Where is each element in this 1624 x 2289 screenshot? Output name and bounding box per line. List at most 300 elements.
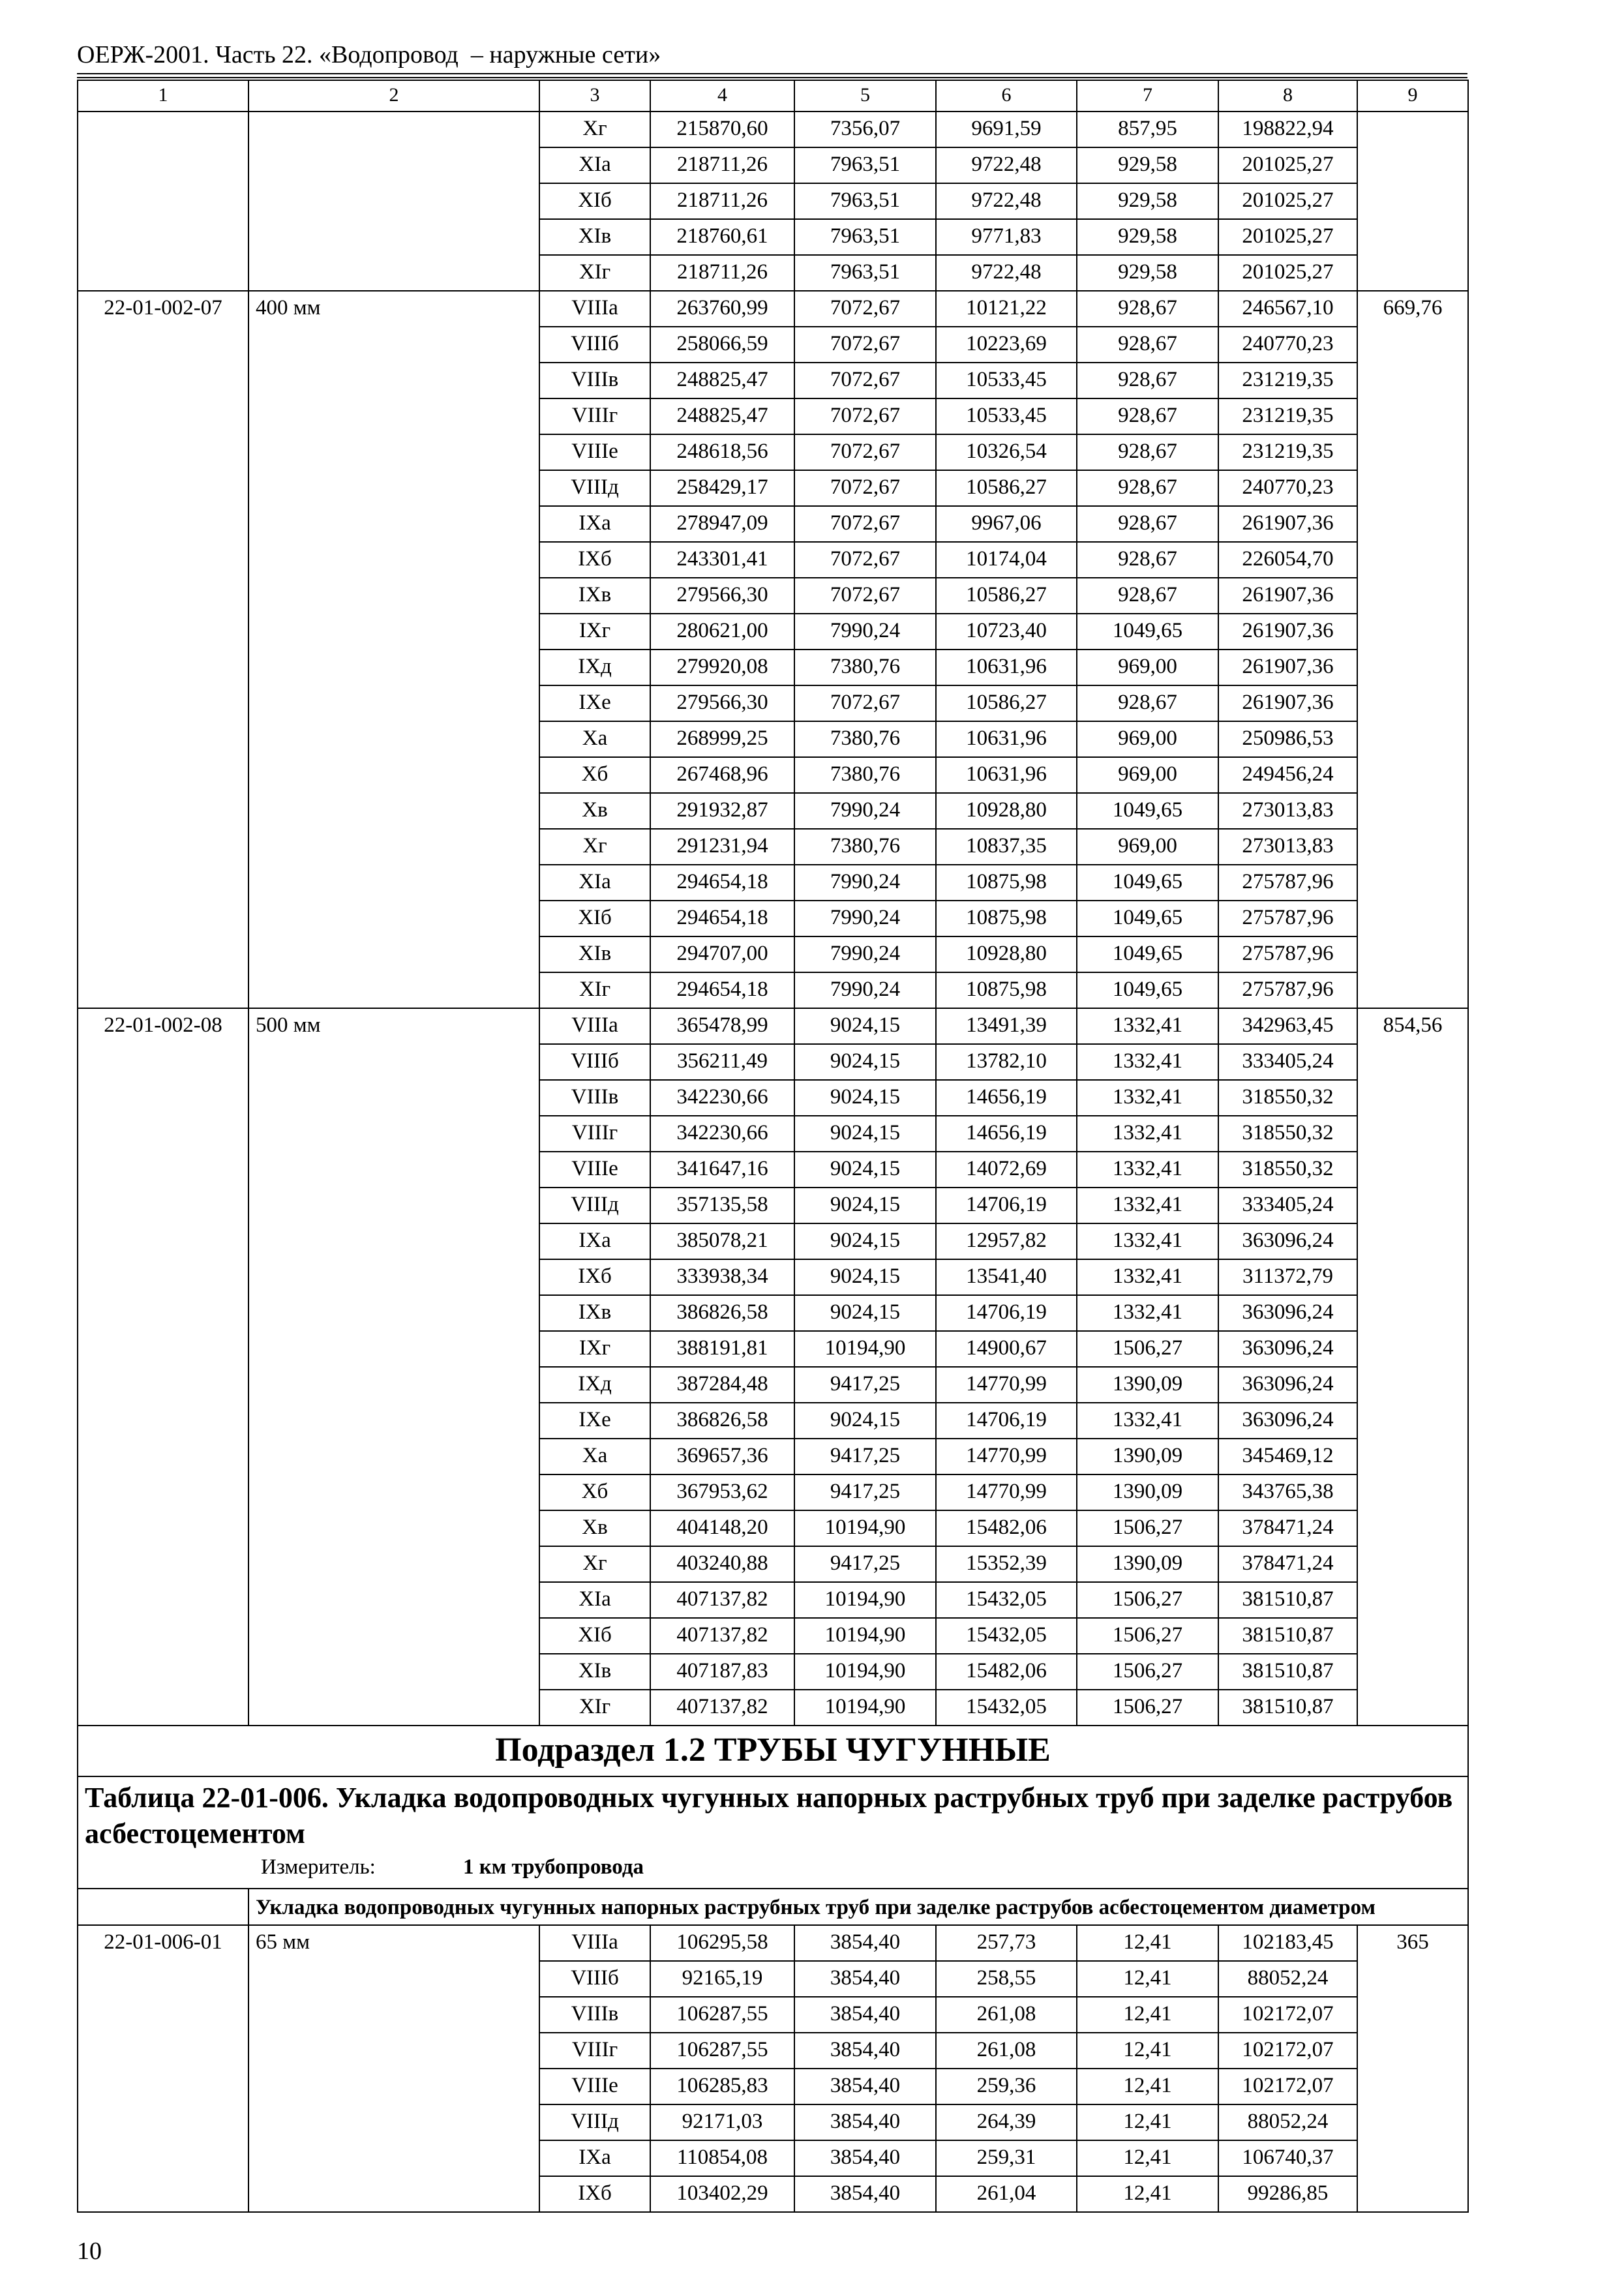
value-cell: 10586,27	[936, 685, 1077, 721]
value-cell: 363096,24	[1218, 1403, 1357, 1439]
rate-code: 22-01-002-07	[78, 291, 248, 1008]
zone-cell: IXа	[539, 1223, 650, 1259]
zone-cell: Xг	[539, 829, 650, 865]
value-cell: 257,73	[936, 1925, 1077, 1961]
value-cell: 261907,36	[1218, 506, 1357, 542]
value-cell: 333405,24	[1218, 1188, 1357, 1223]
value-cell: 259,31	[936, 2140, 1077, 2176]
table-title-cell	[78, 1776, 1468, 1889]
value-cell: 1332,41	[1077, 1188, 1218, 1223]
subsection-row	[78, 1726, 1468, 1776]
value-cell: 102172,07	[1218, 1997, 1357, 2033]
page-header: ОЕРЖ-2001. Часть 22. «Водопровод – наружные сети»	[77, 41, 661, 68]
zone-cell: XIв	[539, 1654, 650, 1690]
zone-cell: VIIIг	[539, 1116, 650, 1152]
value-cell: 201025,27	[1218, 219, 1357, 255]
zone-cell: IXг	[539, 614, 650, 650]
table-row	[78, 112, 1468, 147]
value-cell: 357135,58	[650, 1188, 794, 1223]
value-cell: 9024,15	[794, 1080, 936, 1116]
value-cell: 318550,32	[1218, 1080, 1357, 1116]
value-cell: 275787,96	[1218, 901, 1357, 936]
zone-cell: Xг	[539, 112, 650, 147]
value-cell: 280621,00	[650, 614, 794, 650]
value-cell: 13541,40	[936, 1259, 1077, 1295]
labor-cell: 365	[1357, 1925, 1468, 2212]
value-cell: 929,58	[1077, 183, 1218, 219]
rate-code	[78, 112, 248, 291]
zone-cell: XIв	[539, 219, 650, 255]
table-row	[78, 1925, 1468, 1961]
value-cell: 403240,88	[650, 1546, 794, 1582]
value-cell: 9417,25	[794, 1367, 936, 1403]
subsection-title: Подраздел 1.2 ТРУБЫ ЧУГУННЫЕ	[78, 1726, 1468, 1776]
zone-cell: VIIIе	[539, 1152, 650, 1188]
value-cell: 928,67	[1077, 291, 1218, 327]
value-cell: 248825,47	[650, 363, 794, 398]
column-number: 4	[650, 80, 794, 112]
rate-code: 22-01-006-01	[78, 1925, 248, 2212]
zone-cell: IXв	[539, 578, 650, 614]
value-cell: 369657,36	[650, 1439, 794, 1474]
column-number: 2	[248, 80, 539, 112]
value-cell: 928,67	[1077, 685, 1218, 721]
value-cell: 13782,10	[936, 1044, 1077, 1080]
value-cell: 102183,45	[1218, 1925, 1357, 1961]
value-cell: 9024,15	[794, 1403, 936, 1439]
value-cell: 7072,67	[794, 291, 936, 327]
value-cell: 14706,19	[936, 1188, 1077, 1223]
value-cell: 14706,19	[936, 1295, 1077, 1331]
value-cell: 407137,82	[650, 1618, 794, 1654]
zone-cell: IXа	[539, 2140, 650, 2176]
zone-cell: VIIIв	[539, 1080, 650, 1116]
value-cell: 381510,87	[1218, 1654, 1357, 1690]
value-cell: 261907,36	[1218, 578, 1357, 614]
value-cell: 263760,99	[650, 291, 794, 327]
value-cell: 279566,30	[650, 685, 794, 721]
value-cell: 928,67	[1077, 398, 1218, 434]
value-cell: 106287,55	[650, 2033, 794, 2069]
value-cell: 231219,35	[1218, 363, 1357, 398]
value-cell: 7072,67	[794, 542, 936, 578]
value-cell: 88052,24	[1218, 2104, 1357, 2140]
value-cell: 249456,24	[1218, 757, 1357, 793]
zone-cell: VIIIг	[539, 398, 650, 434]
value-cell: 1390,09	[1077, 1367, 1218, 1403]
zone-cell: VIIIа	[539, 291, 650, 327]
value-cell: 10928,80	[936, 793, 1077, 829]
value-cell: 3854,40	[794, 1997, 936, 2033]
value-cell: 7990,24	[794, 793, 936, 829]
value-cell: 261907,36	[1218, 614, 1357, 650]
value-cell: 7072,67	[794, 578, 936, 614]
value-cell: 342230,66	[650, 1116, 794, 1152]
value-cell: 969,00	[1077, 650, 1218, 685]
zone-cell: XIг	[539, 255, 650, 291]
value-cell: 9024,15	[794, 1152, 936, 1188]
value-cell: 201025,27	[1218, 255, 1357, 291]
value-cell: 386826,58	[650, 1295, 794, 1331]
value-cell: 258066,59	[650, 327, 794, 363]
value-cell: 1506,27	[1077, 1690, 1218, 1726]
value-cell: 7990,24	[794, 972, 936, 1008]
value-cell: 10875,98	[936, 972, 1077, 1008]
value-cell: 9967,06	[936, 506, 1077, 542]
value-cell: 9691,59	[936, 112, 1077, 147]
value-cell: 1049,65	[1077, 793, 1218, 829]
value-cell: 333938,34	[650, 1259, 794, 1295]
value-cell: 10194,90	[794, 1690, 936, 1726]
labor-cell: 854,56	[1357, 1008, 1468, 1726]
value-cell: 9417,25	[794, 1546, 936, 1582]
value-cell: 7963,51	[794, 219, 936, 255]
value-cell: 15352,39	[936, 1546, 1077, 1582]
value-cell: 342230,66	[650, 1080, 794, 1116]
value-cell: 1332,41	[1077, 1295, 1218, 1331]
value-cell: 378471,24	[1218, 1546, 1357, 1582]
value-cell: 14656,19	[936, 1080, 1077, 1116]
zone-cell: XIа	[539, 1582, 650, 1618]
zone-cell: IXг	[539, 1331, 650, 1367]
zone-cell: VIIIб	[539, 327, 650, 363]
column-numbers-row	[78, 80, 1468, 112]
zone-cell: Xв	[539, 1510, 650, 1546]
value-cell: 1049,65	[1077, 865, 1218, 901]
value-cell: 294654,18	[650, 901, 794, 936]
value-cell: 88052,24	[1218, 1961, 1357, 1997]
zone-cell: VIIIе	[539, 434, 650, 470]
value-cell: 198822,94	[1218, 112, 1357, 147]
value-cell: 365478,99	[650, 1008, 794, 1044]
value-cell: 7072,67	[794, 363, 936, 398]
value-cell: 407137,82	[650, 1582, 794, 1618]
rates-table	[77, 80, 1469, 2213]
zone-cell: VIIIа	[539, 1008, 650, 1044]
value-cell: 388191,81	[650, 1331, 794, 1367]
rate-code: 22-01-002-08	[78, 1008, 248, 1726]
value-cell: 12,41	[1077, 2140, 1218, 2176]
value-cell: 240770,23	[1218, 327, 1357, 363]
value-cell: 857,95	[1077, 112, 1218, 147]
rate-name: 65 мм	[248, 1925, 539, 2212]
value-cell: 291932,87	[650, 793, 794, 829]
value-cell: 9024,15	[794, 1223, 936, 1259]
value-cell: 10928,80	[936, 936, 1077, 972]
value-cell: 1049,65	[1077, 936, 1218, 972]
value-cell: 367953,62	[650, 1474, 794, 1510]
zone-cell: VIIIа	[539, 1925, 650, 1961]
value-cell: 318550,32	[1218, 1116, 1357, 1152]
value-cell: 311372,79	[1218, 1259, 1357, 1295]
value-cell: 14770,99	[936, 1439, 1077, 1474]
value-cell: 356211,49	[650, 1044, 794, 1080]
value-cell: 15432,05	[936, 1690, 1077, 1726]
value-cell: 273013,83	[1218, 829, 1357, 865]
value-cell: 279920,08	[650, 650, 794, 685]
value-cell: 928,67	[1077, 578, 1218, 614]
column-number: 8	[1218, 80, 1357, 112]
column-number: 3	[539, 80, 650, 112]
table-row	[78, 1008, 1468, 1044]
value-cell: 9771,83	[936, 219, 1077, 255]
value-cell: 1506,27	[1077, 1331, 1218, 1367]
zone-cell: Xа	[539, 721, 650, 757]
value-cell: 10875,98	[936, 901, 1077, 936]
value-cell: 267468,96	[650, 757, 794, 793]
value-cell: 226054,70	[1218, 542, 1357, 578]
value-cell: 10586,27	[936, 578, 1077, 614]
value-cell: 14900,67	[936, 1331, 1077, 1367]
value-cell: 110854,08	[650, 2140, 794, 2176]
zone-cell: VIIIб	[539, 1044, 650, 1080]
value-cell: 92165,19	[650, 1961, 794, 1997]
column-number: 5	[794, 80, 936, 112]
value-cell: 14656,19	[936, 1116, 1077, 1152]
value-cell: 275787,96	[1218, 936, 1357, 972]
column-number: 6	[936, 80, 1077, 112]
value-cell: 363096,24	[1218, 1223, 1357, 1259]
zone-cell: VIIIе	[539, 2069, 650, 2104]
value-cell: 10194,90	[794, 1510, 936, 1546]
value-cell: 10631,96	[936, 721, 1077, 757]
table-title: Таблица 22-01-006. Укладка водопроводных чугунных напорных раструбных труб при заделке раструбов асбестоцементом	[85, 1782, 1453, 1849]
value-cell: 248618,56	[650, 434, 794, 470]
value-cell: 14770,99	[936, 1474, 1077, 1510]
zone-cell: Xб	[539, 757, 650, 793]
value-cell: 1506,27	[1077, 1654, 1218, 1690]
value-cell: 201025,27	[1218, 183, 1357, 219]
column-number: 9	[1357, 80, 1468, 112]
value-cell: 1332,41	[1077, 1259, 1218, 1295]
value-cell: 10194,90	[794, 1331, 936, 1367]
zone-cell: Xа	[539, 1439, 650, 1474]
zone-cell: Xг	[539, 1546, 650, 1582]
value-cell: 261,08	[936, 2033, 1077, 2069]
value-cell: 248825,47	[650, 398, 794, 434]
value-cell: 279566,30	[650, 578, 794, 614]
value-cell: 363096,24	[1218, 1367, 1357, 1403]
header-rule	[77, 73, 1467, 78]
value-cell: 7990,24	[794, 614, 936, 650]
value-cell: 218711,26	[650, 255, 794, 291]
value-cell: 342963,45	[1218, 1008, 1357, 1044]
work-description-spacer	[78, 1889, 248, 1925]
value-cell: 99286,85	[1218, 2176, 1357, 2212]
value-cell: 7990,24	[794, 936, 936, 972]
value-cell: 1049,65	[1077, 614, 1218, 650]
work-description-row	[78, 1889, 1468, 1925]
value-cell: 12,41	[1077, 1997, 1218, 2033]
value-cell: 7963,51	[794, 147, 936, 183]
value-cell: 385078,21	[650, 1223, 794, 1259]
value-cell: 3854,40	[794, 2140, 936, 2176]
value-cell: 273013,83	[1218, 793, 1357, 829]
value-cell: 15432,05	[936, 1618, 1077, 1654]
value-cell: 215870,60	[650, 112, 794, 147]
value-cell: 318550,32	[1218, 1152, 1357, 1188]
value-cell: 928,67	[1077, 470, 1218, 506]
value-cell: 333405,24	[1218, 1044, 1357, 1080]
value-cell: 9024,15	[794, 1188, 936, 1223]
value-cell: 102172,07	[1218, 2069, 1357, 2104]
value-cell: 7072,67	[794, 506, 936, 542]
value-cell: 9024,15	[794, 1008, 936, 1044]
value-cell: 250986,53	[1218, 721, 1357, 757]
zone-cell: VIIIб	[539, 1961, 650, 1997]
value-cell: 103402,29	[650, 2176, 794, 2212]
value-cell: 10223,69	[936, 327, 1077, 363]
value-cell: 243301,41	[650, 542, 794, 578]
value-cell: 10174,04	[936, 542, 1077, 578]
value-cell: 7990,24	[794, 865, 936, 901]
value-cell: 7072,67	[794, 434, 936, 470]
value-cell: 10533,45	[936, 398, 1077, 434]
value-cell: 3854,40	[794, 2033, 936, 2069]
value-cell: 106295,58	[650, 1925, 794, 1961]
value-cell: 969,00	[1077, 721, 1218, 757]
value-cell: 291231,94	[650, 829, 794, 865]
zone-cell: XIв	[539, 936, 650, 972]
value-cell: 928,67	[1077, 542, 1218, 578]
value-cell: 9417,25	[794, 1439, 936, 1474]
value-cell: 345469,12	[1218, 1439, 1357, 1474]
value-cell: 1332,41	[1077, 1403, 1218, 1439]
zone-cell: VIIIд	[539, 1188, 650, 1223]
value-cell: 928,67	[1077, 327, 1218, 363]
rate-name: 400 мм	[248, 291, 539, 1008]
value-cell: 969,00	[1077, 757, 1218, 793]
zone-cell: Xв	[539, 793, 650, 829]
value-cell: 15482,06	[936, 1510, 1077, 1546]
value-cell: 268999,25	[650, 721, 794, 757]
value-cell: 10194,90	[794, 1582, 936, 1618]
value-cell: 10121,22	[936, 291, 1077, 327]
value-cell: 9722,48	[936, 183, 1077, 219]
value-cell: 13491,39	[936, 1008, 1077, 1044]
column-number: 1	[78, 80, 248, 112]
zone-cell: VIIIв	[539, 363, 650, 398]
value-cell: 381510,87	[1218, 1582, 1357, 1618]
value-cell: 341647,16	[650, 1152, 794, 1188]
value-cell: 1332,41	[1077, 1116, 1218, 1152]
zone-cell: XIа	[539, 865, 650, 901]
value-cell: 294654,18	[650, 865, 794, 901]
value-cell: 378471,24	[1218, 1510, 1357, 1546]
value-cell: 3854,40	[794, 2176, 936, 2212]
unit-value: 1 км трубопровода	[463, 1855, 644, 1879]
value-cell: 1390,09	[1077, 1439, 1218, 1474]
zone-cell: XIг	[539, 972, 650, 1008]
rate-name	[248, 112, 539, 291]
value-cell: 7380,76	[794, 721, 936, 757]
value-cell: 102172,07	[1218, 2033, 1357, 2069]
zone-cell: IXд	[539, 650, 650, 685]
value-cell: 3854,40	[794, 2104, 936, 2140]
value-cell: 1049,65	[1077, 972, 1218, 1008]
value-cell: 928,67	[1077, 434, 1218, 470]
value-cell: 9722,48	[936, 147, 1077, 183]
value-cell: 275787,96	[1218, 865, 1357, 901]
value-cell: 201025,27	[1218, 147, 1357, 183]
value-cell: 231219,35	[1218, 434, 1357, 470]
value-cell: 278947,09	[650, 506, 794, 542]
zone-cell: XIг	[539, 1690, 650, 1726]
value-cell: 929,58	[1077, 255, 1218, 291]
value-cell: 10723,40	[936, 614, 1077, 650]
zone-cell: IXб	[539, 2176, 650, 2212]
value-cell: 246567,10	[1218, 291, 1357, 327]
zone-cell: VIIIг	[539, 2033, 650, 2069]
value-cell: 1506,27	[1077, 1510, 1218, 1546]
value-cell: 1332,41	[1077, 1008, 1218, 1044]
value-cell: 14770,99	[936, 1367, 1077, 1403]
value-cell: 106285,83	[650, 2069, 794, 2104]
value-cell: 218711,26	[650, 183, 794, 219]
value-cell: 7380,76	[794, 829, 936, 865]
zone-cell: XIб	[539, 1618, 650, 1654]
value-cell: 381510,87	[1218, 1690, 1357, 1726]
value-cell: 12,41	[1077, 2104, 1218, 2140]
value-cell: 15482,06	[936, 1654, 1077, 1690]
value-cell: 10631,96	[936, 757, 1077, 793]
labor-cell: 669,76	[1357, 291, 1468, 1008]
value-cell: 92171,03	[650, 2104, 794, 2140]
table-row	[78, 291, 1468, 327]
value-cell: 7990,24	[794, 901, 936, 936]
value-cell: 12,41	[1077, 2033, 1218, 2069]
value-cell: 7963,51	[794, 183, 936, 219]
value-cell: 10194,90	[794, 1654, 936, 1690]
value-cell: 363096,24	[1218, 1295, 1357, 1331]
value-cell: 3854,40	[794, 2069, 936, 2104]
value-cell: 106740,37	[1218, 2140, 1357, 2176]
value-cell: 275787,96	[1218, 972, 1357, 1008]
zone-cell: IXв	[539, 1295, 650, 1331]
value-cell: 404148,20	[650, 1510, 794, 1546]
value-cell: 1506,27	[1077, 1582, 1218, 1618]
value-cell: 261,08	[936, 1997, 1077, 2033]
value-cell: 363096,24	[1218, 1331, 1357, 1367]
zone-cell: VIIIв	[539, 1997, 650, 2033]
value-cell: 9024,15	[794, 1295, 936, 1331]
value-cell: 1506,27	[1077, 1618, 1218, 1654]
zone-cell: IXд	[539, 1367, 650, 1403]
value-cell: 294654,18	[650, 972, 794, 1008]
zone-cell: VIIIд	[539, 470, 650, 506]
value-cell: 969,00	[1077, 829, 1218, 865]
zone-cell: IXб	[539, 542, 650, 578]
value-cell: 1332,41	[1077, 1044, 1218, 1080]
value-cell: 10875,98	[936, 865, 1077, 901]
value-cell: 1390,09	[1077, 1474, 1218, 1510]
value-cell: 3854,40	[794, 1961, 936, 1997]
value-cell: 7380,76	[794, 650, 936, 685]
value-cell: 381510,87	[1218, 1618, 1357, 1654]
value-cell: 9024,15	[794, 1116, 936, 1152]
value-cell: 10533,45	[936, 363, 1077, 398]
value-cell: 3854,40	[794, 1925, 936, 1961]
value-cell: 929,58	[1077, 219, 1218, 255]
value-cell: 1049,65	[1077, 901, 1218, 936]
page-number: 10	[77, 2237, 102, 2265]
value-cell: 12,41	[1077, 2176, 1218, 2212]
value-cell: 343765,38	[1218, 1474, 1357, 1510]
value-cell: 264,39	[936, 2104, 1077, 2140]
value-cell: 387284,48	[650, 1367, 794, 1403]
value-cell: 10194,90	[794, 1618, 936, 1654]
value-cell: 1332,41	[1077, 1152, 1218, 1188]
